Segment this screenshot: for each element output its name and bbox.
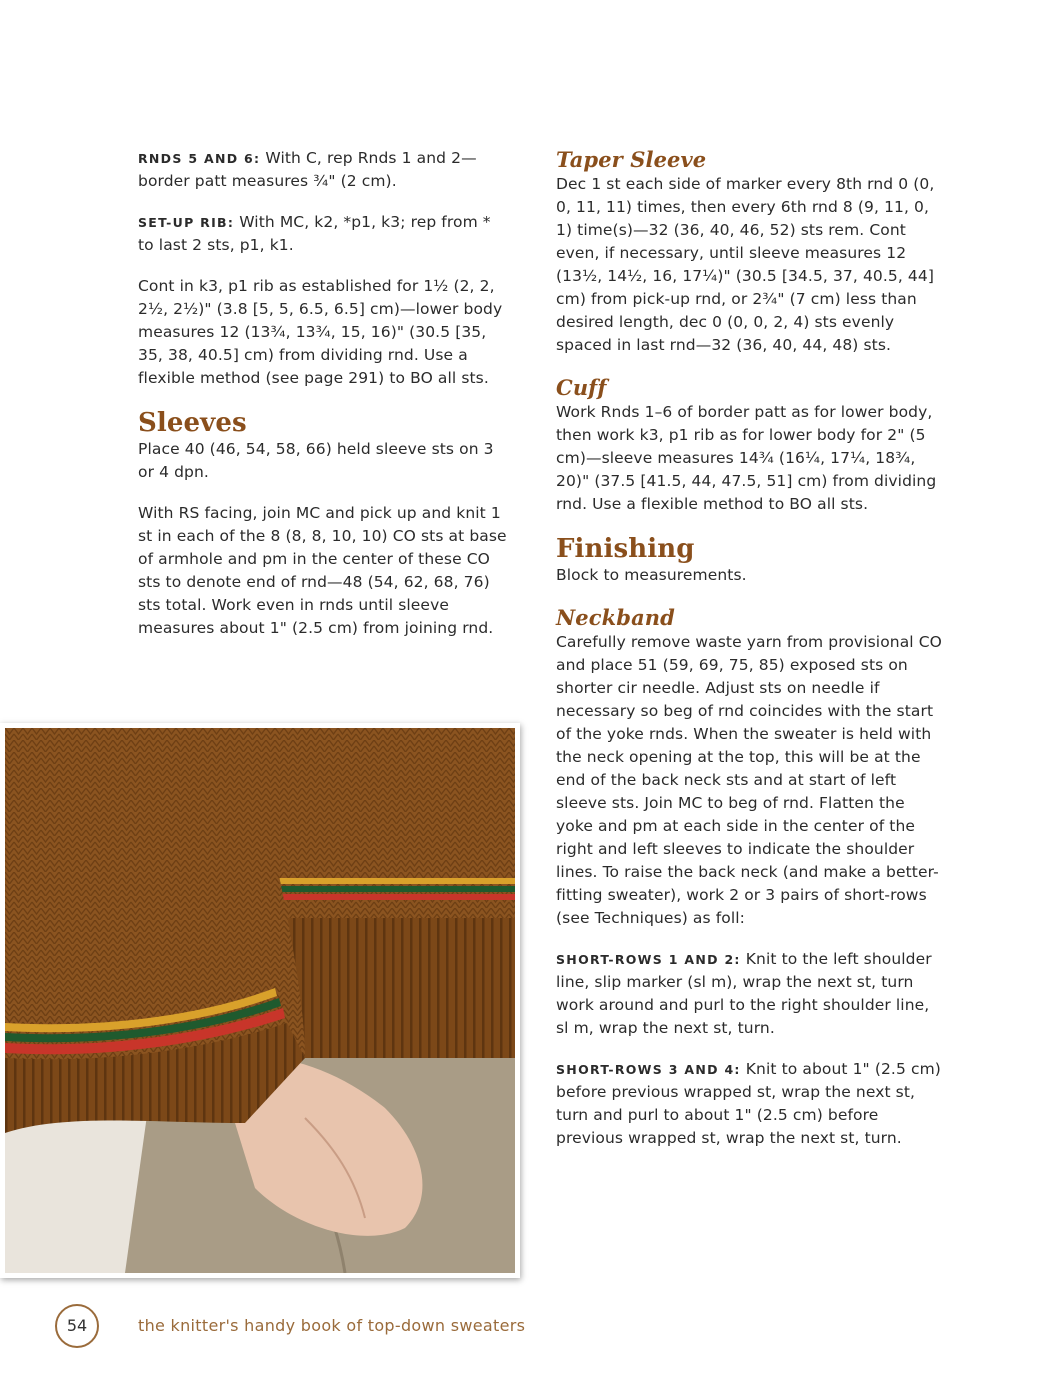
- book-title: the knitter's handy book of top-down sweaters: [138, 1316, 526, 1335]
- short-rows-3-4-lead: SHORT-ROWS 3 AND 4:: [556, 1062, 741, 1077]
- right-column: [556, 147, 946, 1168]
- page-number-badge: 54: [55, 1304, 99, 1348]
- neckband-heading: Neckband: [556, 605, 675, 630]
- short-rows-1-2-paragraph: [556, 948, 946, 1040]
- cont-rib-paragraph: Cont in k3, p1 rib as established for 1½ (2, 2, 2½, 2½)" (3.8 [5, 5, 6.5, 6.5] cm)—lower body measures 12 (13¾, 13¾, 15, 16)" (30.5 [35, 35, 38, 40.5] cm) from dividing rnd. Use a flexible method (see page 291) to BO all sts.: [138, 277, 503, 387]
- sweater-cuff-photo: [0, 723, 520, 1278]
- body-stripe-red: [265, 894, 515, 900]
- short-rows-3-4-text: Knit to about 1" (2.5 cm) before previous wrapped st, wrap the next st, turn and purl to about 1" (2.5 cm) before previous wrapped st, wrap the next st, turn.: [556, 1060, 941, 1147]
- body-ribbing: [275, 918, 515, 1058]
- finishing-heading: Finishing: [556, 534, 695, 564]
- short-rows-1-2-text: Knit to the left shoulder line, slip marker (sl m), wrap the next st, turn work around and purl to the right shoulder line, sl m, wrap the next st, turn.: [556, 950, 932, 1037]
- setup-rib-paragraph: [138, 211, 510, 257]
- setup-rib-lead: SET-UP RIB:: [138, 215, 235, 230]
- neckband-paragraph: Carefully remove waste yarn from provisional CO and place 51 (59, 69, 75, 85) exposed sts on shorter cir needle. Adjust sts on needle if necessary so beg of rnd coincides with the start of the yoke rnds. When the sweater is held with the neck opening at the top, this will be at the end of the back neck sts and at start of left sleeve sts. Join MC to beg of rnd. Flatten the yoke and pm at each side in the center of the right and left sleeves to indicate the shoulder lines. To raise the back neck (and make a better-fitting sweater), work 2 or 3 pairs of short-rows (see Techniques) as foll:: [556, 633, 942, 927]
- rnds-5-6-text: With C, rep Rnds 1 and 2—border patt measures ¾" (2 cm).: [138, 149, 477, 190]
- sleeves-paragraph-2: With RS facing, join MC and pick up and knit 1 st in each of the 8 (8, 8, 10, 10) CO sts at base of armhole and pm in the center of these CO sts to denote end of rnd—48 (54, 62, 68, 76) sts total. Work even in rnds until sleeve measures about 1" (2.5 cm) from joining rnd.: [138, 504, 507, 637]
- setup-rib-text: With MC, k2, *p1, k3; rep from * to last 2 sts, p1, k1.: [138, 213, 491, 254]
- rnds-5-6-paragraph: [138, 147, 510, 193]
- body-stripe-green: [265, 886, 515, 892]
- taper-sleeve-paragraph: Dec 1 st each side of marker every 8th rnd 0 (0, 0, 11, 11) times, then every 6th rnd 8 (9, 11, 0, 1) time(s)—32 (36, 40, 46, 52) sts rem. Cont even, if necessary, until sleeve measures 12 (13½, 14½, 16, 17¼)" (30.5 [34.5, 37, 40.5, 44] cm) from pick-up rnd, or 2¾" (7 cm) less than desired length, dec 0 (0, 0, 2, 4) sts evenly spaced in last rnd—32 (36, 40, 44, 48) sts.: [556, 175, 935, 354]
- body-stripe-gold: [265, 878, 515, 884]
- sleeves-heading: Sleeves: [138, 408, 247, 438]
- taper-sleeve-heading: Taper Sleeve: [556, 147, 707, 172]
- short-rows-3-4-paragraph: [556, 1058, 946, 1150]
- finishing-paragraph: Block to measurements.: [556, 566, 747, 584]
- cuff-heading: Cuff: [556, 375, 607, 400]
- left-column: [138, 147, 510, 658]
- short-rows-1-2-lead: SHORT-ROWS 1 AND 2:: [556, 952, 741, 967]
- cuff-paragraph: Work Rnds 1–6 of border patt as for lower body, then work k3, p1 rib as for lower body for 2" (5 cm)—sleeve measures 14¾ (16¼, 17¼, 18¾, 20)" (37.5 [41.5, 44, 47.5, 51] cm) from dividing rnd. Use a flexible method to BO all sts.: [556, 403, 937, 513]
- rnds-5-6-lead: RNDS 5 AND 6:: [138, 151, 261, 166]
- sweater-illustration: [5, 728, 515, 1273]
- sleeves-paragraph-1: Place 40 (46, 54, 58, 66) held sleeve sts on 3 or 4 dpn.: [138, 440, 494, 481]
